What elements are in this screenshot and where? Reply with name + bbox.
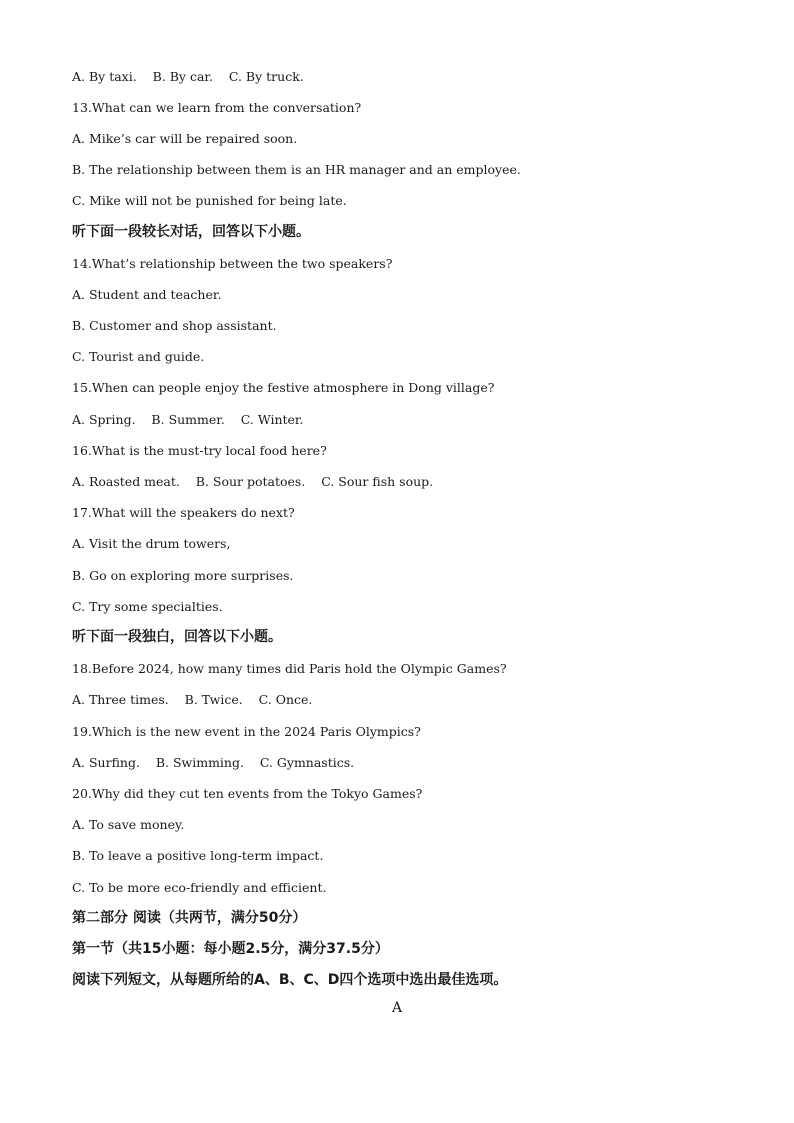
- q14-option-c: C. Tourist and guide.: [72, 349, 205, 364]
- q14-option-a: A. Student and teacher.: [72, 287, 222, 302]
- passage-label: A: [391, 1000, 403, 1016]
- q13-option-a: A. Mike’s car will be repaired soon.: [72, 131, 298, 146]
- q17-option-c: C. Try some specialties.: [72, 599, 223, 614]
- q17-option-b: B. Go on exploring more surprises.: [72, 568, 294, 583]
- q19-question: 19.Which is the new event in the 2024 Paris Olympics?: [72, 724, 421, 739]
- q20-option-a: A. To save money.: [72, 817, 185, 832]
- q16-options: A. Roasted meat. B. Sour potatoes. C. Sour fish soup.: [72, 474, 434, 489]
- q20-option-b: B. To leave a positive long-term impact.: [72, 848, 324, 863]
- section-instruction-monologue: 听下面一段独白，回答以下小题。: [72, 629, 282, 645]
- q17-option-a: A. Visit the drum towers,: [72, 536, 231, 551]
- q20-question: 20.Why did they cut ten events from the Tokyo Games?: [72, 786, 423, 801]
- q12-options: A. By taxi. B. By car. C. By truck.: [72, 69, 304, 84]
- q17-question: 17.What will the speakers do next?: [72, 505, 295, 520]
- section-one-heading: 第一节（共15小题：每小题2.5分，满分37.5分）: [72, 941, 389, 957]
- part-two-heading: 第二部分 阅读（共两节，满分50分）: [72, 910, 307, 926]
- reading-instruction: 阅读下列短文，从每题所给的A、B、C、D四个选项中选出最佳选项。: [72, 972, 508, 988]
- q15-options: A. Spring. B. Summer. C. Winter.: [72, 412, 304, 427]
- q13-question: 13.What can we learn from the conversation?: [72, 100, 362, 115]
- q13-option-b: B. The relationship between them is an HR manager and an employee.: [72, 162, 521, 177]
- q13-option-c: C. Mike will not be punished for being late.: [72, 193, 347, 208]
- q18-question: 18.Before 2024, how many times did Paris hold the Olympic Games?: [72, 661, 507, 676]
- q14-option-b: B. Customer and shop assistant.: [72, 318, 277, 333]
- q20-option-c: C. To be more eco-friendly and efficient.: [72, 880, 327, 895]
- q19-options: A. Surfing. B. Swimming. C. Gymnastics.: [72, 755, 355, 770]
- q16-question: 16.What is the must-try local food here?: [72, 443, 327, 458]
- q14-question: 14.What’s relationship between the two speakers?: [72, 256, 393, 271]
- section-instruction-dialogue: 听下面一段较长对话，回答以下小题。: [72, 224, 310, 240]
- q18-options: A. Three times. B. Twice. C. Once.: [72, 692, 313, 707]
- q15-question: 15.When can people enjoy the festive atmosphere in Dong village?: [72, 380, 495, 395]
